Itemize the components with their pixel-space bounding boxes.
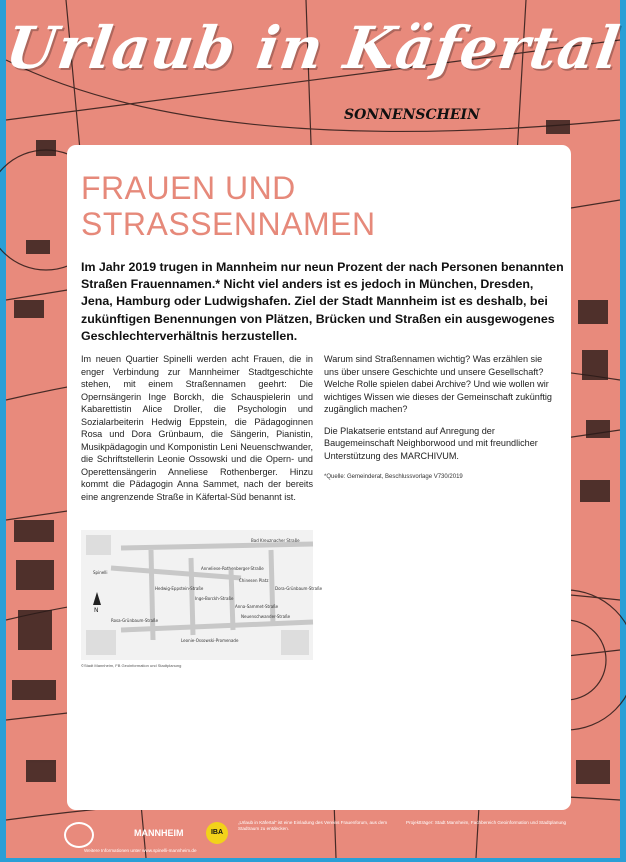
footer-partners: Projektträger: Stadt Mannheim, Fachbereich Geoinformation und Stadtplanung	[406, 820, 567, 825]
text-column-right	[324, 353, 556, 493]
mannheim-logo: MANNHEIM	[134, 828, 184, 838]
svg-text:N: N	[94, 607, 99, 614]
poster-title: Urlaub in Käfertal	[1, 14, 625, 82]
poster	[1, 0, 625, 858]
body-paragraph: Im neuen Quartier Spinelli werden acht Frauen, die in enger Verbindung zur Mannheimer Stadtgeschichte stehen, mit einem Straßennamen geehrt: Die Opernsängerin Inge Borckh, die Schauspielerin und Kabarettistin Alice Droller, die Psychologin und Sozialarbeiterin Hedwig Eppstein, die Pädagoginnen Rosa und Dora Grünbaum, die Sängerin, Pianistin, Musikpädagogin und Komponistin Leni Neuenschwander, die Schriftstellerin Leonie Ossowski und die Opern- und Operettensängerin Anneliese Rothenberger. Hinzu kommt die Pädagogin Anna Sammet, nach der bereits eine angrenzende Straße in Käfertal-Süd benannt ist.	[81, 354, 313, 502]
content-card	[67, 145, 571, 810]
body-paragraph: Warum sind Straßennamen wichtig? Was erzählen sie uns über unsere Geschichte und unsere Gesellschaft? Welche Rolle spielen dabei Archive? Und wie wollen wir wichtiges Wissen wie dieses der Gemeinschaft zukünftig zugänglich machen?	[324, 354, 552, 414]
map-credit: ©Stadt Mannheim, FB Geoinformation und Stadtplanung	[81, 663, 182, 668]
map-label: Spinelli	[93, 570, 108, 575]
map-label: Rosa-Grünbaum-Straße	[111, 618, 159, 623]
iba-logo: IBA	[206, 822, 228, 844]
footer-bar	[6, 814, 620, 858]
headline-line-1: FRAUEN UND	[81, 170, 296, 206]
footnote: *Quelle: Gemeinderat, Beschlussvorlage V730/2019	[324, 474, 463, 480]
poster-subtitle: SONNENSCHEIN	[344, 107, 480, 123]
frauenforum-logo-icon	[64, 822, 94, 848]
headline-line-2: STRASSENNAMEN	[81, 206, 376, 242]
map-label: Anna-Sammet-Straße	[235, 604, 279, 609]
text-column-left	[81, 353, 313, 512]
map-label: Anneliese-Rothenberger-Straße	[201, 566, 264, 571]
body-paragraph: Die Plakatserie entstand auf Anregung der Baugemeinschaft Neighborwood und mit freundlicher Unterstützung des MARCHIVUM.	[324, 425, 538, 461]
map-label: Dora-Grünbaum-Straße	[275, 586, 323, 591]
map-label: Inge-Borckh-Straße	[195, 596, 234, 601]
footer-note: „Urlaub in Käfertal“ ist eine Einladung des Vereins Frauenforum, aus dem Stadtraum zu entdecken.	[238, 820, 388, 831]
map-label: Leonie-Ossowski-Promenade	[181, 638, 239, 643]
street-map	[81, 530, 323, 660]
headline	[81, 170, 551, 242]
map-label: Chinesen Platz	[239, 578, 269, 583]
lead-paragraph: Im Jahr 2019 trugen in Mannheim nur neun Prozent der nach Personen benannten Straßen Frauennamen.* Nicht viel anders ist es jedoch in München, Dresden, Jena, Hamburg oder Ludwigshafen. Ziel der Stadt Mannheim ist es deshalb, bei zukünftigen Benennungen von Plätzen, Brücken und Straßen ein ausgewogenes Geschlechterverhältnis herzustellen.	[81, 260, 564, 343]
footer-info: Weitere Informationen unter www.spinelli-mannheim.de	[84, 848, 197, 853]
map-label: Hedwig-Eppstein-Straße	[155, 586, 204, 591]
map-label: Neuenschwander-Straße	[241, 614, 291, 619]
map-label: Bad Kreuznacher Straße	[251, 538, 300, 543]
